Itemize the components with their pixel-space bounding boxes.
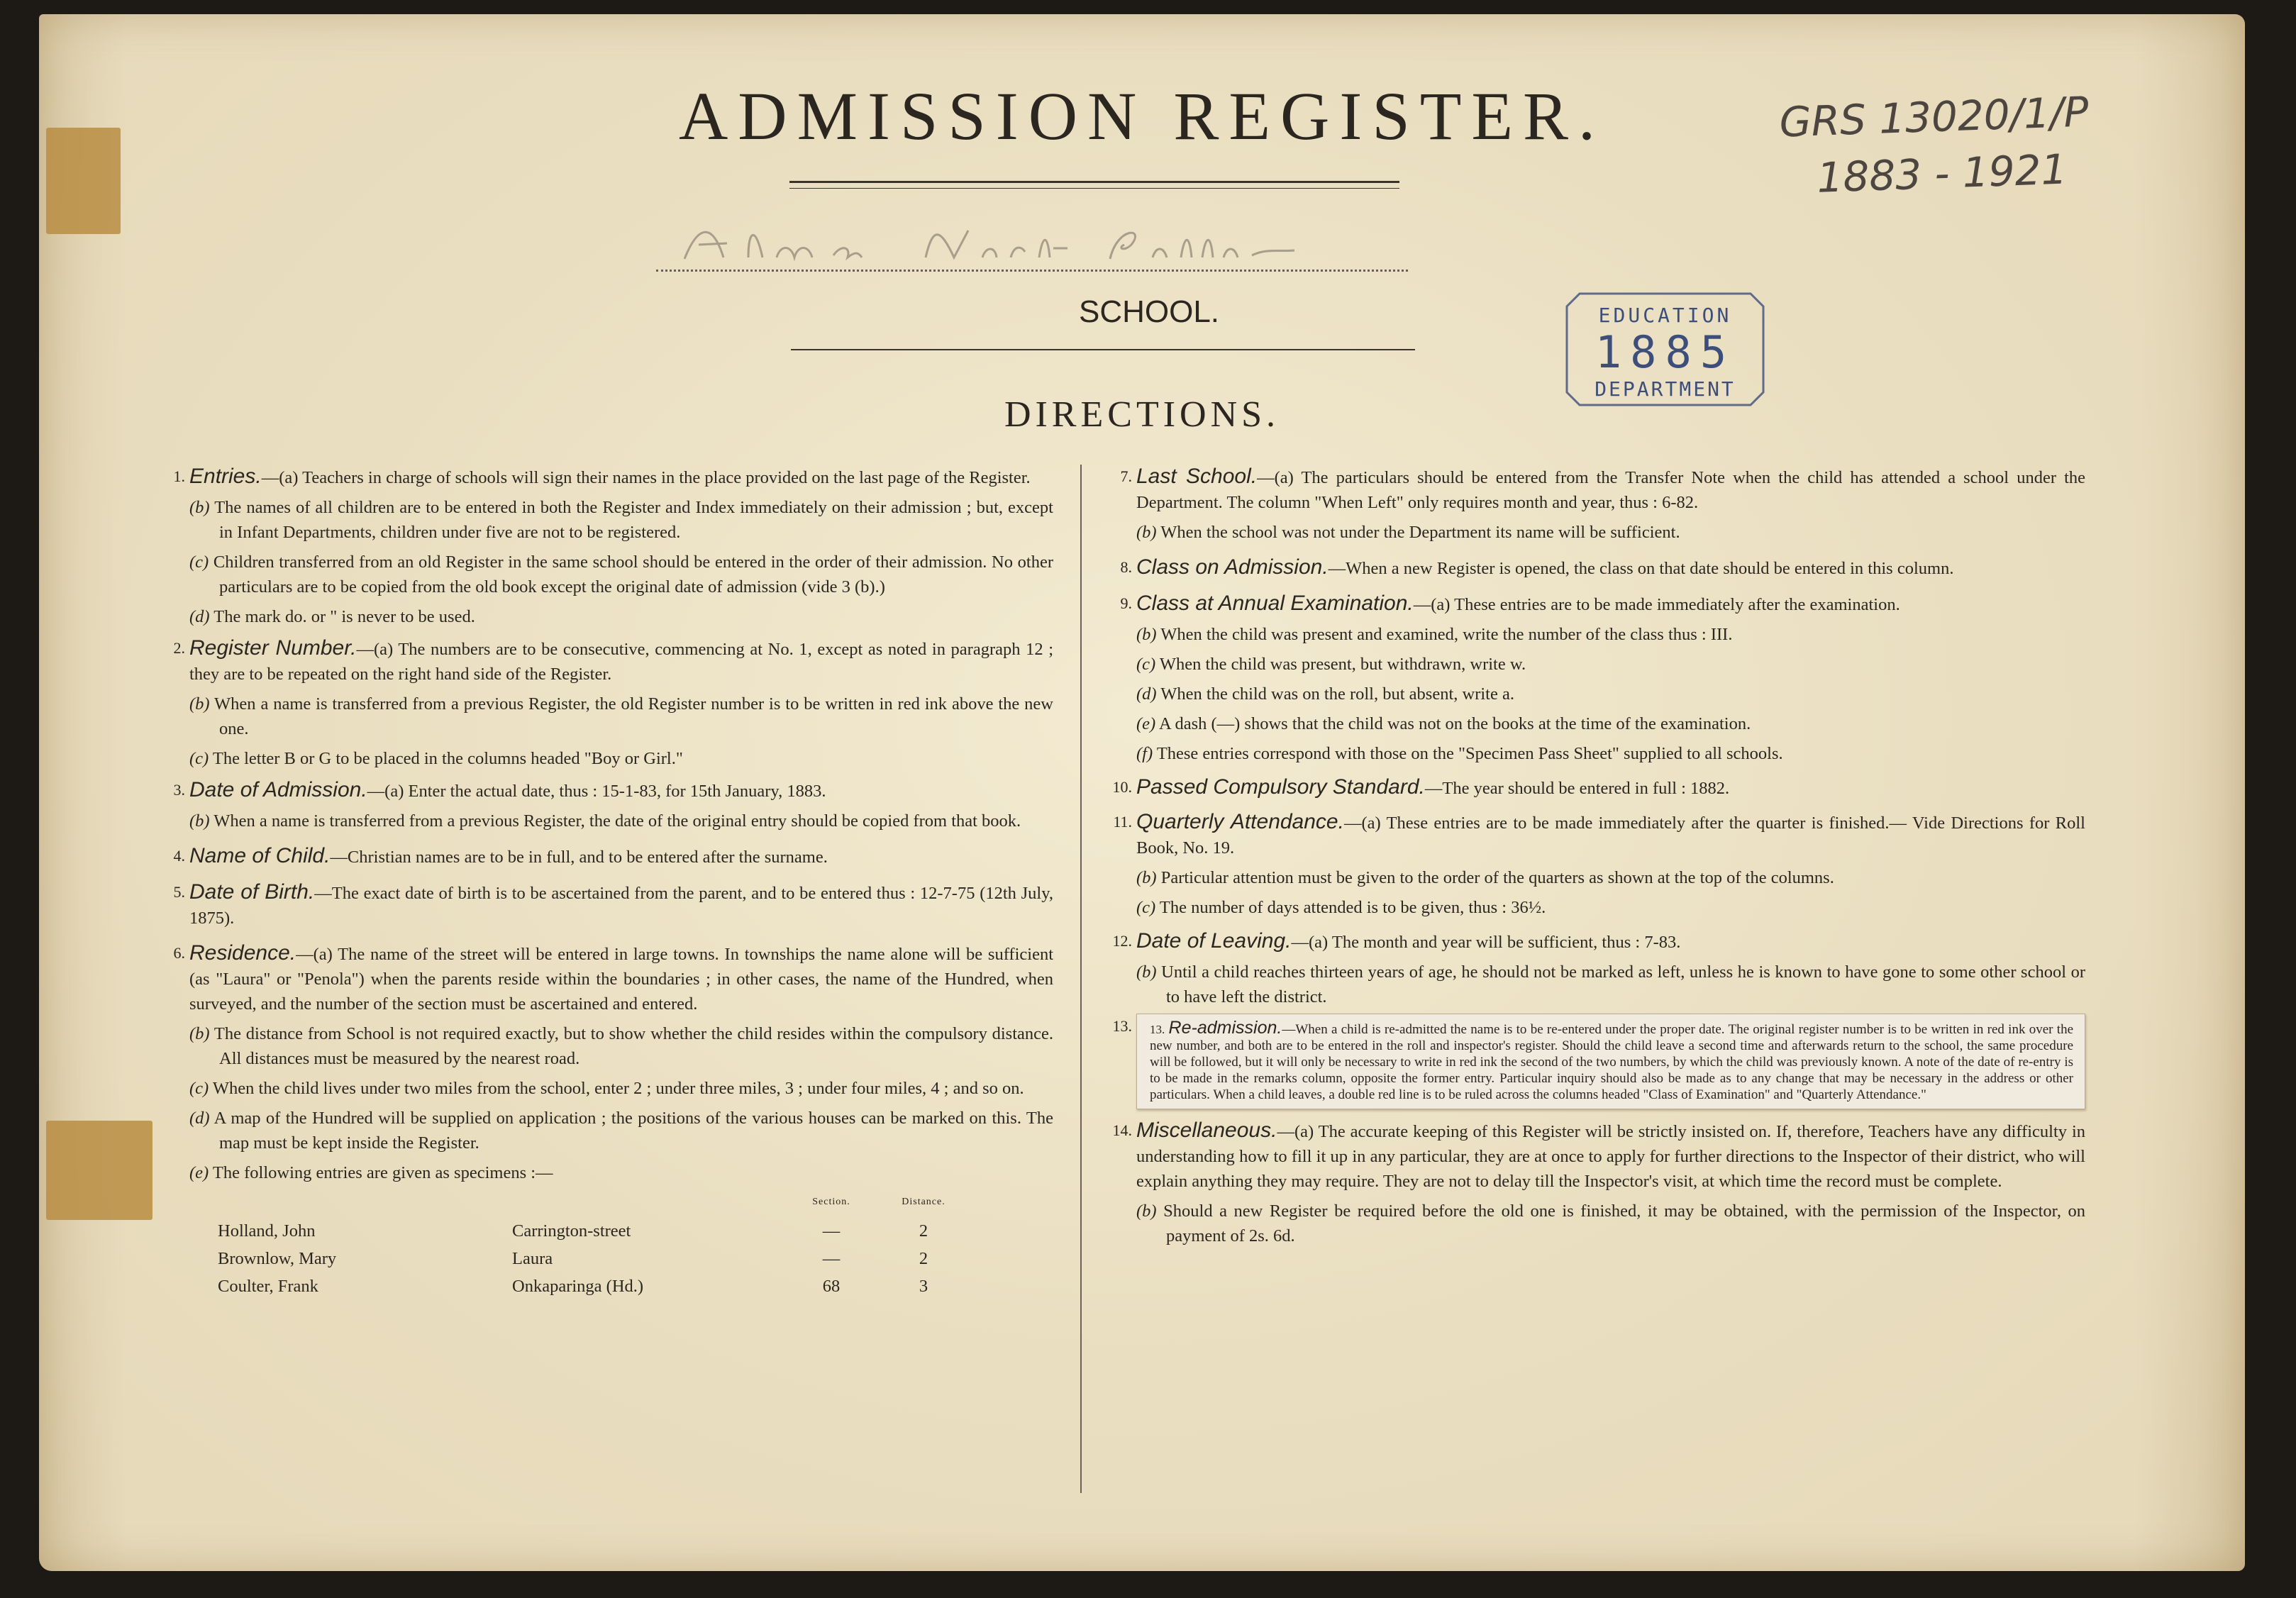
direction-7-last-school: 7. Last School.—(a) The particulars should be entered from the Transfer Note when the child has attended a school under the Department. The column "When Left" only requires month and year, thus : 6-82. [1120,465,2086,512]
direction-6e: (e) The following entries are given as specimens :— [189,1163,553,1182]
archive-ref-years: 1883 - 1921 [1816,145,2068,202]
title-rule-2 [789,188,1399,189]
specimen-entries-table [189,1189,1053,1300]
direction-12-date-of-leaving: 12. Date of Leaving.—(a) The month and year will be sufficient, thus : 7-83. [1112,929,1681,953]
stamp-bottom-text: DEPARTMENT [1595,377,1736,401]
directions-right-column [1107,457,2085,1248]
archive-reference [1778,83,2091,207]
direction-5-date-of-birth: 5. Date of Birth.—The exact date of birth is to be ascertained from the parent, and to be entered thus : 12-7-75 (12th July, 1875). [173,880,1054,928]
direction-6b: (b) The distance from School is not required exactly, but to show whether the child resides within the compulsory distance. All distances must be measured by the nearest road. [189,1024,1054,1068]
direction-6-residence: 6. Residence.—(a) The name of the street will be entered in large towns. In townships the name alone will be sufficient (as "Laura" or "Penola") when the parents reside within the boundaries ; in other cases, the name of the Hundred, when surveyed, and the number of the section must be ascertained and entered. [173,941,1054,1014]
direction-9e: (e) A dash (—) shows that the child was not on the books at the time of the examination. [1136,714,1751,733]
direction-9b: (b) When the child was present and examined, write the number of the class thus : III. [1136,625,1733,644]
direction-2-register-number: 2. Register Number.—(a) The numbers are to be consecutive, commencing at No. 1, except as noted in paragraph 12 ; they are to be repeated on the right hand side of the Register. [173,636,1054,684]
pasted-readmission-slip: 13. Re-admission.—When a child is re-admitted the name is to be re-entered under the proper date. The original register number is to be written in red ink over the new number, and both are to be entered in the roll and inspector's register. Should the child leave a second time and afterwards return to the school, the same procedure will be followed, but it will only be necessary to write in red ink the second of the two numbers, by which the child was previously known. A note of the date of re-entry is to be made in the remarks column, opposite the former entry. Particular inquiry should also be made as to any change that may be necessary in the address or other particulars. When a child leaves, a double red line is to be ruled across the columns headed "Class of Examination" and "Quarterly Attendance." [1136,1014,2085,1109]
tape-mid-left [46,1121,152,1220]
col-section: Section. [812,1197,850,1207]
direction-8-class-on-admission: 8. Class on Admission.—When a new Register is opened, the class on that date should be entered in this column. [1120,555,1954,579]
table-row: Brownlow, Mary Laura — 2 [218,1249,928,1268]
stamp-year: 1885 [1595,326,1736,378]
direction-7b: (b) When the school was not under the Department its name will be sufficient. [1136,523,1680,542]
direction-6c: (c) When the child lives under two miles from the school, enter 2 ; under three miles, 3 ; under four miles, 4 ; and so on. [189,1079,1024,1098]
table-row: Holland, John Carrington-street — 2 [218,1221,928,1241]
col-distance: Distance. [902,1197,945,1207]
directions-heading: DIRECTIONS. [1004,394,1280,435]
archive-ref-number: GRS 13020/1/P [1778,87,2090,147]
direction-2c: (c) The letter B or G to be placed in the columns headed "Boy or Girl." [189,749,683,768]
direction-10-passed-compulsory-standard: 10. Passed Compulsory Standard.—The year should be entered in full : 1882. [1112,775,1730,799]
direction-9c: (c) When the child was present, but withdrawn, write w. [1136,655,1526,674]
directions-left-column [160,457,1053,1300]
handwritten-school-name [656,216,1408,270]
direction-14-miscellaneous: 14. Miscellaneous.—(a) The accurate keeping of this Register will be strictly insisted on. If, therefore, Teachers have any difficulty in understanding how to fill it up in any particular, they are at once to apply for further directions to the Inspector of their district, who will explain anything they may require. They are not to delay till the Inspector's visit, at which time the record must be complete. [1112,1119,2086,1191]
direction-12b: (b) Until a child reaches thirteen years of age, he should not be marked as left, unless he is known to have gone to some other school or to have left the district. [1136,962,2086,1006]
table-row: Coulter, Frank Onkaparinga (Hd.) 68 3 [218,1277,928,1296]
title-rule [789,181,1399,183]
school-label: SCHOOL. [1078,294,1220,329]
education-department-stamp [1564,291,1766,408]
stamp-top-text: EDUCATION [1598,304,1732,327]
register-cover [39,14,2245,1571]
direction-9f: (f) These entries correspond with those on the "Specimen Pass Sheet" supplied to all schools. [1136,744,1783,763]
direction-1-entries: 1. Entries.—(a) Teachers in charge of schools will sign their names in the place provided on the last page of the Register. [173,465,1031,488]
direction-9-class-at-annual-examination: 9. Class at Annual Examination.—(a) These entries are to be made immediately after the examination. [1120,592,1900,615]
page-title: ADMISSION REGISTER. [678,78,1606,154]
direction-9d: (d) When the child was on the roll, but absent, write a. [1136,684,1514,704]
column-divider [1080,465,1082,1493]
direction-6d: (d) A map of the Hundred will be supplied on application ; the positions of the various houses can be marked on this. The map must be kept inside the Register. [189,1109,1054,1153]
school-name-signature [656,216,1408,272]
direction-1c: (c) Children transferred from an old Register in the same school should be entered in the order of their admission. No other particulars are to be copied from the old book except the original date of admission (vide 3 (b).) [189,553,1053,597]
direction-1b: (b) The names of all children are to be entered in both the Register and Index immediately on their admission ; but, except in Infant Departments, children under five are not to be registered. [189,498,1053,542]
direction-1d: (d) The mark do. or " is never to be used. [189,607,475,626]
direction-13-readmission: 13. 13. Re-admission.—When a child is re-admitted the name is to be re-entered under the proper date. The original register number is to be written in red ink over the new number, and both are to be entered in the roll and inspector's register. Should the child leave a second time and afterwards return to the school, the same procedure will be followed, but it will only be necessary to write in red ink the second of the two numbers, by which the child was previously known. A note of the date of re-entry is to be made in the remarks column, opposite the former entry. Particular inquiry should also be made as to any change that may be necessary in the address or other particulars. When a child leaves, a double red line is to be ruled across the columns headed "Class of Examination" and "Quarterly Attendance." [1107,1014,2085,1109]
direction-14b: (b) Should a new Register be required before the old one is finished, it may be obtained, with the permission of the Inspector, on payment of 2s. 6d. [1136,1202,2086,1245]
direction-11-quarterly-attendance: 11. Quarterly Attendance.—(a) These entries are to be made immediately after the quarter is finished.— Vide Directions for Roll Book, No. 19. [1113,810,2085,858]
direction-3b: (b) When a name is transferred from a previous Register, the date of the original entry should be copied from that book. [189,811,1021,831]
direction-11c: (c) The number of days attended is to be given, thus : 36½. [1136,898,1546,917]
direction-11b: (b) Particular attention must be given to the order of the quarters as shown at the top of the columns. [1136,868,1834,887]
school-rule [791,349,1415,350]
direction-2b: (b) When a name is transferred from a previous Register, the old Register number is to be written in red ink above the new one. [189,694,1053,738]
direction-4-name-of-child: 4. Name of Child.—Christian names are to be in full, and to be entered after the surname. [173,844,828,867]
direction-3-date-of-admission: 3. Date of Admission.—(a) Enter the actual date, thus : 15-1-83, for 15th January, 1883. [173,778,826,801]
